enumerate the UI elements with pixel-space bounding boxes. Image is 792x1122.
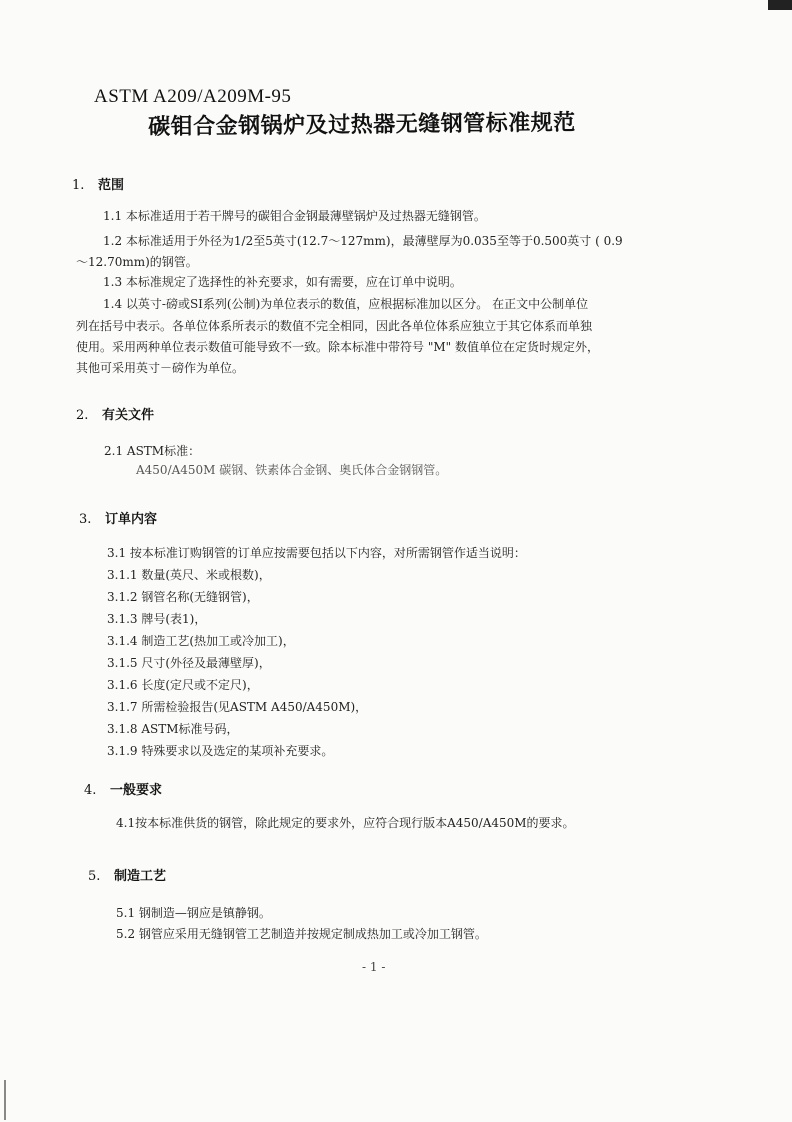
- paragraph-1-2-line-1: 1.2 本标准适用于外径为1/2至5英寸(12.7～127mm)，最薄壁厚为0.035至等于0.500英寸 ( 0.9: [103, 234, 623, 248]
- paragraph-2-1-reference: A450/A450M 碳钢、铁素体合金钢、奥氏体合金钢钢管。: [136, 463, 448, 477]
- paragraph-1-4-line-1: 1.4 以英寸-磅或SI系列(公制)为单位表示的数值，应根据标准加以区分。 在正文中公制单位: [103, 297, 589, 311]
- scan-corner-mark: [768, 0, 792, 10]
- section-4-heading: [84, 779, 162, 798]
- list-item: 3.1.5 尺寸(外径及最薄壁厚)，: [107, 656, 271, 670]
- section-3-heading: [79, 508, 157, 527]
- paragraph-5-2: 5.2 钢管应采用无缝钢管工艺制造并按规定制成热加工或冷加工钢管。: [116, 927, 487, 941]
- section-4-number: 4.: [84, 783, 97, 798]
- paragraph-5-1: 5.1 钢制造—钢应是镇静钢。: [116, 906, 271, 920]
- paragraph-1-4-line-2: 列在括号中表示。各单位体系所表示的数值不完全相同，因此各单位体系应独立于其它体系而单独: [76, 319, 593, 333]
- document-title: 碳钼合金钢锅炉及过热器无缝钢管标准规范: [148, 110, 576, 140]
- scan-margin-mark: [4, 1080, 6, 1120]
- paragraph-1-4-line-4: 其他可采用英寸－磅作为单位。: [76, 361, 245, 375]
- paragraph-1-1: 1.1 本标准适用于若干牌号的碳钼合金钢最薄壁锅炉及过热器无缝钢管。: [103, 209, 486, 223]
- paragraph-3-1: 3.1 按本标准订购钢管的订单应按需要包括以下内容，对所需钢管作适当说明：: [107, 546, 526, 560]
- section-3-number: 3.: [79, 512, 92, 527]
- list-item: 3.1.8 ASTM标准号码，: [107, 722, 239, 736]
- section-1-title: 范围: [98, 178, 125, 193]
- section-5-title: 制造工艺: [114, 869, 167, 884]
- list-item: 3.1.7 所需检验报告(见ASTM A450/A450M)，: [107, 700, 368, 714]
- section-2-title: 有关文件: [102, 408, 155, 423]
- paragraph-1-4-line-3: 使用。采用两种单位表示数值可能导致不一致。除本标准中带符号 "M" 数值单位在定货时规定外，: [76, 340, 599, 354]
- section-5-number: 5.: [88, 869, 101, 884]
- paragraph-1-2-line-2: ～12.70mm)的钢管。: [76, 255, 198, 269]
- section-1-heading: [72, 174, 124, 193]
- list-item: 3.1.9 特殊要求以及选定的某项补充要求。: [107, 744, 334, 758]
- section-1-number: 1.: [72, 178, 85, 193]
- standard-code: ASTM A209/A209M-95: [94, 86, 292, 107]
- section-2-heading: [76, 404, 154, 423]
- list-item: 3.1.2 钢管名称(无缝钢管)，: [107, 590, 259, 604]
- list-item: 3.1.4 制造工艺(热加工或冷加工)，: [107, 634, 295, 648]
- section-5-heading: [88, 865, 166, 884]
- paragraph-2-1: 2.1 ASTM标准：: [104, 444, 201, 458]
- section-3-title: 订单内容: [105, 512, 158, 527]
- list-item: 3.1.1 数量(英尺、米或根数)，: [107, 568, 271, 582]
- page-number: - 1 -: [362, 960, 386, 974]
- paragraph-4-1: 4.1按本标准供货的钢管，除此规定的要求外，应符合现行版本A450/A450M的要求。: [116, 816, 575, 830]
- section-4-title: 一般要求: [110, 783, 163, 798]
- section-2-number: 2.: [76, 408, 89, 423]
- paragraph-1-3: 1.3 本标准规定了选择性的补充要求，如有需要，应在订单中说明。: [103, 275, 462, 289]
- list-item: 3.1.6 长度(定尺或不定尺)，: [107, 678, 259, 692]
- list-item: 3.1.3 牌号(表1)，: [107, 612, 207, 626]
